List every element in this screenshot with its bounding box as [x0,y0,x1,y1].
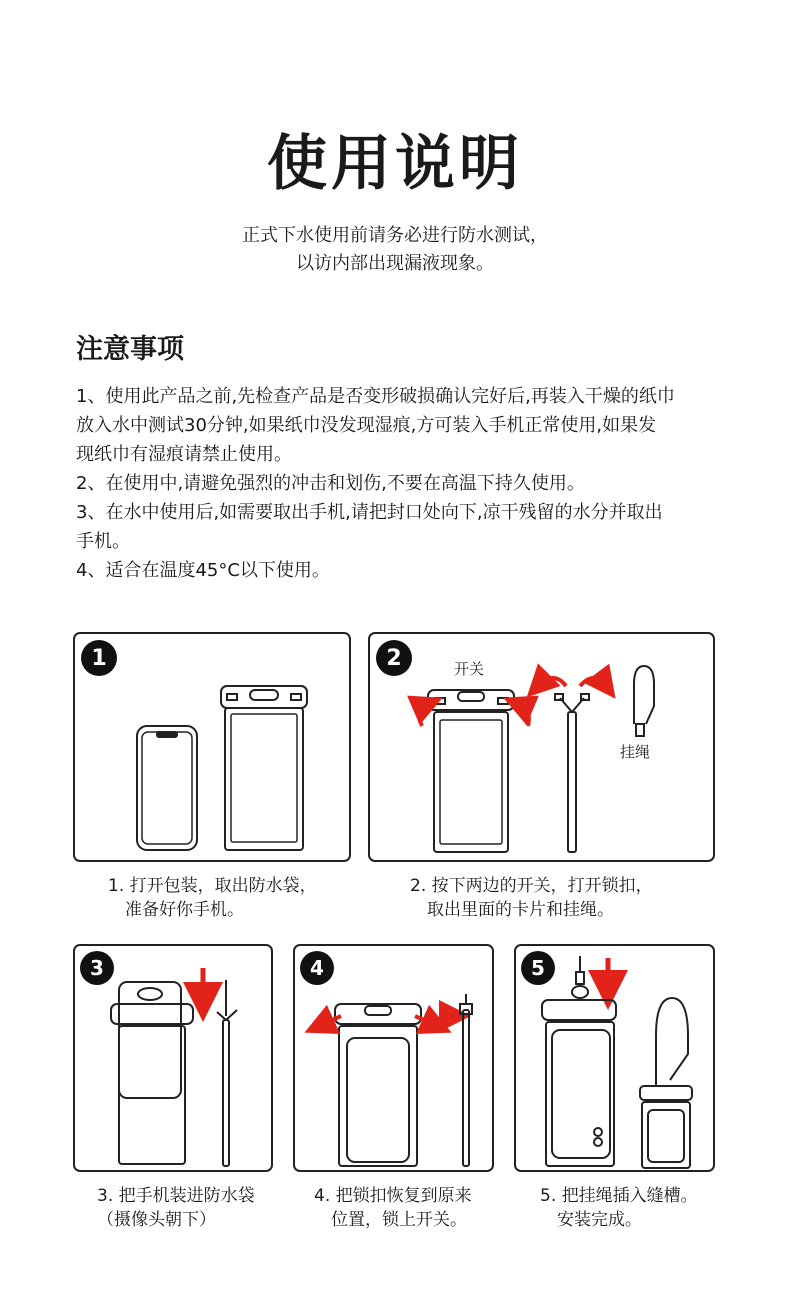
caption-line: 位置，锁上开关。 [331,1210,467,1230]
step-2-panel [368,632,715,862]
notes-line: 手机。 [76,531,130,552]
step-5-panel [514,944,715,1172]
step-number: 2 [386,646,402,671]
waterproof-bag-icon [221,686,307,850]
intro-text [0,222,790,278]
notes-line: 1、使用此产品之前,先检查产品是否变形破损确认完好后,再装入干燥的纸巾 [76,386,675,407]
caption-line: 安装完成。 [557,1210,642,1230]
step-number-badge [300,951,334,985]
step-number-badge [80,951,114,985]
caption-line: 1. 打开包装，取出防水袋， [108,876,317,896]
step-number-badge [521,951,555,985]
switch-label: 开关 [454,660,485,678]
caption-line: 准备好你手机。 [125,900,244,920]
caption-line: 2. 按下两边的开关，打开锁扣， [410,876,653,896]
waterproof-bag-with-phone-icon [542,1000,616,1166]
step-1-caption [108,874,317,922]
card-strip-icon [460,994,472,1166]
caption-line: 3. 把手机装进防水袋 [97,1186,255,1206]
waterproof-bag-closed-icon [335,1004,421,1166]
notes-line: 2、在使用中,请避免强烈的冲击和划伤,不要在高温下持久使用。 [76,473,585,494]
notes-line: 现纸巾有湿痕请禁止使用。 [76,444,292,465]
press-arrow-right [518,704,529,726]
caption-line: 取出里面的卡片和挂绳。 [427,900,614,920]
notes-list [76,382,726,585]
step-number: 3 [90,956,104,980]
step-number-badge [376,640,412,676]
waterproof-bag-open-icon [428,690,514,852]
notes-line: 4、适合在温度45°C以下使用。 [76,560,330,581]
step-3-caption [97,1184,255,1232]
open-arrow-left [538,678,566,686]
step-4-panel [293,944,494,1172]
step-5-caption [540,1184,698,1232]
intro-line-2: 以访内部出现漏液现象。 [296,253,494,274]
caption-line: 4. 把锁扣恢复到原来 [314,1186,472,1206]
step-1-panel [73,632,351,862]
notes-heading: 注意事项 [76,334,184,365]
phone-inserting-icon [119,982,181,1098]
step-number: 5 [531,956,545,980]
step-4-illustration [295,946,492,1170]
close-arrow-right [415,1016,437,1026]
step-5-illustration [516,946,713,1170]
card-strip-icon [217,980,237,1166]
finished-bag-icon [640,998,692,1168]
lanyard-icon [634,666,654,736]
card-strip-icon [555,694,589,852]
lanyard-label: 挂绳 [620,743,651,761]
phone-icon [137,726,197,850]
notes-line: 3、在水中使用后,如需要取出手机,请把封口处向下,凉干残留的水分并取出 [76,502,663,523]
open-arrow-right [580,678,606,686]
step-3-illustration [75,946,271,1170]
step-2-illustration [370,634,713,860]
step-3-panel [73,944,273,1172]
caption-line: （摄像头朝下） [97,1210,216,1230]
step-1-illustration [75,634,349,860]
step-number: 4 [310,956,324,980]
close-arrow-left [319,1016,341,1026]
press-arrow-left [419,704,428,726]
lanyard-clip-icon [572,956,588,998]
step-2-caption [410,874,653,922]
page-title: 使用说明 [267,129,523,199]
notes-line: 放入水中测试30分钟,如果纸巾没发现湿痕,方可装入手机正常使用,如果发 [76,415,657,436]
step-number-badge [81,640,117,676]
intro-line-1: 正式下水使用前请务必进行防水测试， [242,225,548,246]
step-number: 1 [91,646,107,671]
step-4-caption [314,1184,472,1232]
caption-line: 5. 把挂绳插入缝槽。 [540,1186,698,1206]
